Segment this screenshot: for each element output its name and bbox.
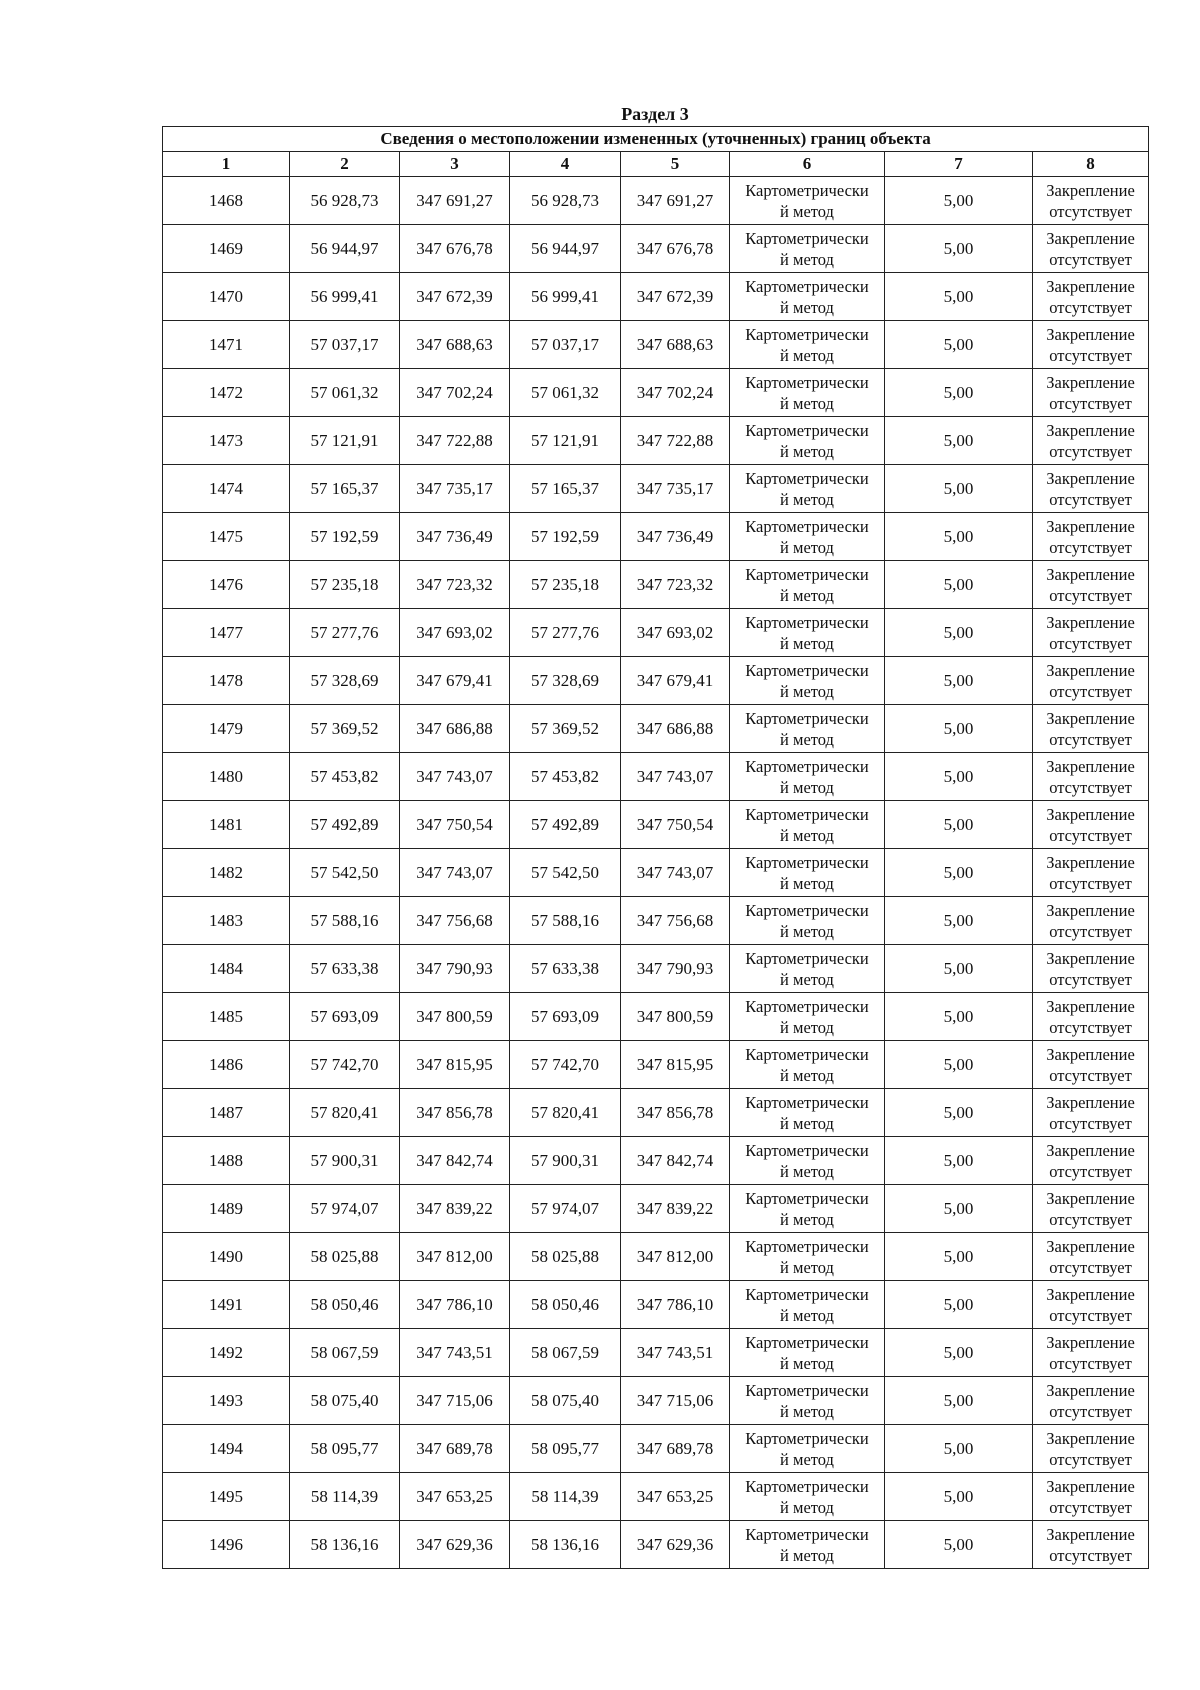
marking-cell: Закрепление отсутствует (1033, 1233, 1149, 1281)
existing-x-cell: 58 136,16 (290, 1521, 400, 1569)
existing-x-cell: 57 542,50 (290, 849, 400, 897)
new-y-cell: 347 715,06 (621, 1377, 730, 1425)
existing-y-cell: 347 800,59 (400, 993, 510, 1041)
accuracy-cell: 5,00 (885, 465, 1033, 513)
existing-x-cell: 57 453,82 (290, 753, 400, 801)
table-row (163, 897, 1149, 945)
new-x-cell: 56 928,73 (510, 177, 621, 225)
existing-y-cell: 347 743,07 (400, 753, 510, 801)
accuracy-cell: 5,00 (885, 897, 1033, 945)
point-number-cell: 1472 (163, 369, 290, 417)
new-x-cell: 57 061,32 (510, 369, 621, 417)
method-cell: Картометрически й метод (730, 657, 885, 705)
accuracy-cell: 5,00 (885, 1281, 1033, 1329)
new-x-cell: 58 075,40 (510, 1377, 621, 1425)
new-x-cell: 57 633,38 (510, 945, 621, 993)
marking-cell: Закрепление отсутствует (1033, 705, 1149, 753)
table-caption: Сведения о местоположении измененных (уточненных) границ объекта (163, 127, 1149, 152)
existing-x-cell: 57 235,18 (290, 561, 400, 609)
new-x-cell: 58 136,16 (510, 1521, 621, 1569)
table-row (163, 1281, 1149, 1329)
new-y-cell: 347 790,93 (621, 945, 730, 993)
marking-cell: Закрепление отсутствует (1033, 1185, 1149, 1233)
table-caption-row (163, 127, 1149, 152)
point-number-cell: 1483 (163, 897, 290, 945)
accuracy-cell: 5,00 (885, 1521, 1033, 1569)
point-number-cell: 1490 (163, 1233, 290, 1281)
accuracy-cell: 5,00 (885, 321, 1033, 369)
new-y-cell: 347 743,51 (621, 1329, 730, 1377)
accuracy-cell: 5,00 (885, 369, 1033, 417)
new-y-cell: 347 735,17 (621, 465, 730, 513)
point-number-cell: 1473 (163, 417, 290, 465)
accuracy-cell: 5,00 (885, 1137, 1033, 1185)
marking-cell: Закрепление отсутствует (1033, 513, 1149, 561)
existing-y-cell: 347 842,74 (400, 1137, 510, 1185)
marking-cell: Закрепление отсутствует (1033, 1473, 1149, 1521)
existing-y-cell: 347 629,36 (400, 1521, 510, 1569)
column-number: 7 (885, 152, 1033, 177)
existing-x-cell: 58 114,39 (290, 1473, 400, 1521)
table-row (163, 561, 1149, 609)
method-cell: Картометрически й метод (730, 1521, 885, 1569)
table-row (163, 1425, 1149, 1473)
table-row (163, 1329, 1149, 1377)
method-cell: Картометрически й метод (730, 897, 885, 945)
existing-x-cell: 58 095,77 (290, 1425, 400, 1473)
table-row (163, 945, 1149, 993)
existing-y-cell: 347 786,10 (400, 1281, 510, 1329)
new-y-cell: 347 686,88 (621, 705, 730, 753)
new-y-cell: 347 743,07 (621, 849, 730, 897)
method-cell: Картометрически й метод (730, 801, 885, 849)
new-y-cell: 347 736,49 (621, 513, 730, 561)
new-x-cell: 57 820,41 (510, 1089, 621, 1137)
marking-cell: Закрепление отсутствует (1033, 657, 1149, 705)
table-row (163, 609, 1149, 657)
existing-x-cell: 56 928,73 (290, 177, 400, 225)
point-number-cell: 1488 (163, 1137, 290, 1185)
accuracy-cell: 5,00 (885, 177, 1033, 225)
existing-y-cell: 347 686,88 (400, 705, 510, 753)
new-x-cell: 57 588,16 (510, 897, 621, 945)
accuracy-cell: 5,00 (885, 945, 1033, 993)
method-cell: Картометрически й метод (730, 993, 885, 1041)
new-y-cell: 347 629,36 (621, 1521, 730, 1569)
table-row (163, 1185, 1149, 1233)
new-x-cell: 57 192,59 (510, 513, 621, 561)
method-cell: Картометрически й метод (730, 561, 885, 609)
table-row (163, 321, 1149, 369)
new-y-cell: 347 722,88 (621, 417, 730, 465)
existing-x-cell: 58 025,88 (290, 1233, 400, 1281)
new-x-cell: 58 067,59 (510, 1329, 621, 1377)
table-row (163, 1233, 1149, 1281)
table-row (163, 849, 1149, 897)
new-x-cell: 56 999,41 (510, 273, 621, 321)
marking-cell: Закрепление отсутствует (1033, 993, 1149, 1041)
point-number-cell: 1492 (163, 1329, 290, 1377)
new-y-cell: 347 812,00 (621, 1233, 730, 1281)
existing-x-cell: 57 693,09 (290, 993, 400, 1041)
new-y-cell: 347 856,78 (621, 1089, 730, 1137)
accuracy-cell: 5,00 (885, 849, 1033, 897)
existing-y-cell: 347 750,54 (400, 801, 510, 849)
accuracy-cell: 5,00 (885, 1089, 1033, 1137)
point-number-cell: 1494 (163, 1425, 290, 1473)
column-number: 3 (400, 152, 510, 177)
new-y-cell: 347 750,54 (621, 801, 730, 849)
existing-x-cell: 56 999,41 (290, 273, 400, 321)
column-number: 6 (730, 152, 885, 177)
existing-y-cell: 347 812,00 (400, 1233, 510, 1281)
marking-cell: Закрепление отсутствует (1033, 561, 1149, 609)
new-y-cell: 347 693,02 (621, 609, 730, 657)
table-row (163, 753, 1149, 801)
new-x-cell: 57 165,37 (510, 465, 621, 513)
table-row (163, 225, 1149, 273)
existing-y-cell: 347 743,51 (400, 1329, 510, 1377)
new-x-cell: 57 235,18 (510, 561, 621, 609)
existing-y-cell: 347 672,39 (400, 273, 510, 321)
new-x-cell: 58 095,77 (510, 1425, 621, 1473)
existing-y-cell: 347 702,24 (400, 369, 510, 417)
method-cell: Картометрически й метод (730, 1377, 885, 1425)
table-row (163, 1137, 1149, 1185)
point-number-cell: 1478 (163, 657, 290, 705)
point-number-cell: 1477 (163, 609, 290, 657)
existing-x-cell: 57 820,41 (290, 1089, 400, 1137)
new-y-cell: 347 743,07 (621, 753, 730, 801)
point-number-cell: 1487 (163, 1089, 290, 1137)
method-cell: Картометрически й метод (730, 465, 885, 513)
existing-y-cell: 347 736,49 (400, 513, 510, 561)
table-row (163, 1521, 1149, 1569)
new-y-cell: 347 676,78 (621, 225, 730, 273)
method-cell: Картометрически й метод (730, 1137, 885, 1185)
accuracy-cell: 5,00 (885, 1329, 1033, 1377)
existing-x-cell: 57 192,59 (290, 513, 400, 561)
accuracy-cell: 5,00 (885, 657, 1033, 705)
new-y-cell: 347 756,68 (621, 897, 730, 945)
section-title: Раздел 3 (621, 104, 689, 124)
method-cell: Картометрически й метод (730, 753, 885, 801)
column-number: 1 (163, 152, 290, 177)
existing-x-cell: 57 328,69 (290, 657, 400, 705)
marking-cell: Закрепление отсутствует (1033, 369, 1149, 417)
existing-y-cell: 347 856,78 (400, 1089, 510, 1137)
accuracy-cell: 5,00 (885, 1041, 1033, 1089)
method-cell: Картометрически й метод (730, 705, 885, 753)
table-row (163, 993, 1149, 1041)
marking-cell: Закрепление отсутствует (1033, 1281, 1149, 1329)
marking-cell: Закрепление отсутствует (1033, 1425, 1149, 1473)
new-x-cell: 58 025,88 (510, 1233, 621, 1281)
new-y-cell: 347 688,63 (621, 321, 730, 369)
existing-x-cell: 57 974,07 (290, 1185, 400, 1233)
accuracy-cell: 5,00 (885, 1425, 1033, 1473)
existing-y-cell: 347 743,07 (400, 849, 510, 897)
marking-cell: Закрепление отсутствует (1033, 465, 1149, 513)
table-row (163, 1377, 1149, 1425)
new-y-cell: 347 842,74 (621, 1137, 730, 1185)
table-row (163, 465, 1149, 513)
marking-cell: Закрепление отсутствует (1033, 609, 1149, 657)
new-x-cell: 58 050,46 (510, 1281, 621, 1329)
accuracy-cell: 5,00 (885, 801, 1033, 849)
method-cell: Картометрически й метод (730, 513, 885, 561)
new-y-cell: 347 653,25 (621, 1473, 730, 1521)
marking-cell: Закрепление отсутствует (1033, 897, 1149, 945)
accuracy-cell: 5,00 (885, 561, 1033, 609)
table-row (163, 369, 1149, 417)
method-cell: Картометрически й метод (730, 1089, 885, 1137)
table-row (163, 1473, 1149, 1521)
table-row (163, 801, 1149, 849)
marking-cell: Закрепление отсутствует (1033, 801, 1149, 849)
new-y-cell: 347 786,10 (621, 1281, 730, 1329)
accuracy-cell: 5,00 (885, 993, 1033, 1041)
new-x-cell: 57 693,09 (510, 993, 621, 1041)
accuracy-cell: 5,00 (885, 1185, 1033, 1233)
existing-y-cell: 347 676,78 (400, 225, 510, 273)
existing-x-cell: 58 050,46 (290, 1281, 400, 1329)
accuracy-cell: 5,00 (885, 273, 1033, 321)
table-row (163, 177, 1149, 225)
new-x-cell: 57 328,69 (510, 657, 621, 705)
table-row (163, 1041, 1149, 1089)
new-y-cell: 347 800,59 (621, 993, 730, 1041)
marking-cell: Закрепление отсутствует (1033, 945, 1149, 993)
table-row (163, 513, 1149, 561)
accuracy-cell: 5,00 (885, 225, 1033, 273)
method-cell: Картометрически й метод (730, 1473, 885, 1521)
column-number-row (163, 152, 1149, 177)
method-cell: Картометрически й метод (730, 369, 885, 417)
existing-x-cell: 57 900,31 (290, 1137, 400, 1185)
new-x-cell: 58 114,39 (510, 1473, 621, 1521)
point-number-cell: 1482 (163, 849, 290, 897)
method-cell: Картометрически й метод (730, 1281, 885, 1329)
point-number-cell: 1495 (163, 1473, 290, 1521)
existing-y-cell: 347 839,22 (400, 1185, 510, 1233)
method-cell: Картометрически й метод (730, 1185, 885, 1233)
table-row (163, 1089, 1149, 1137)
method-cell: Картометрически й метод (730, 417, 885, 465)
existing-y-cell: 347 679,41 (400, 657, 510, 705)
marking-cell: Закрепление отсутствует (1033, 1089, 1149, 1137)
column-number: 4 (510, 152, 621, 177)
existing-y-cell: 347 815,95 (400, 1041, 510, 1089)
existing-x-cell: 56 944,97 (290, 225, 400, 273)
new-y-cell: 347 815,95 (621, 1041, 730, 1089)
method-cell: Картометрически й метод (730, 609, 885, 657)
column-number: 2 (290, 152, 400, 177)
existing-x-cell: 58 075,40 (290, 1377, 400, 1425)
point-number-cell: 1475 (163, 513, 290, 561)
accuracy-cell: 5,00 (885, 1473, 1033, 1521)
new-x-cell: 57 037,17 (510, 321, 621, 369)
method-cell: Картометрически й метод (730, 273, 885, 321)
method-cell: Картометрически й метод (730, 1041, 885, 1089)
existing-x-cell: 57 121,91 (290, 417, 400, 465)
point-number-cell: 1480 (163, 753, 290, 801)
point-number-cell: 1474 (163, 465, 290, 513)
new-x-cell: 57 974,07 (510, 1185, 621, 1233)
point-number-cell: 1493 (163, 1377, 290, 1425)
point-number-cell: 1489 (163, 1185, 290, 1233)
method-cell: Картометрически й метод (730, 1329, 885, 1377)
new-y-cell: 347 689,78 (621, 1425, 730, 1473)
column-number: 8 (1033, 152, 1149, 177)
new-x-cell: 57 121,91 (510, 417, 621, 465)
point-number-cell: 1476 (163, 561, 290, 609)
accuracy-cell: 5,00 (885, 753, 1033, 801)
existing-y-cell: 347 688,63 (400, 321, 510, 369)
new-x-cell: 57 453,82 (510, 753, 621, 801)
point-number-cell: 1486 (163, 1041, 290, 1089)
point-number-cell: 1485 (163, 993, 290, 1041)
point-number-cell: 1469 (163, 225, 290, 273)
point-number-cell: 1470 (163, 273, 290, 321)
new-x-cell: 57 742,70 (510, 1041, 621, 1089)
method-cell: Картометрически й метод (730, 1233, 885, 1281)
marking-cell: Закрепление отсутствует (1033, 417, 1149, 465)
point-number-cell: 1468 (163, 177, 290, 225)
existing-y-cell: 347 691,27 (400, 177, 510, 225)
method-cell: Картометрически й метод (730, 321, 885, 369)
new-x-cell: 57 369,52 (510, 705, 621, 753)
accuracy-cell: 5,00 (885, 417, 1033, 465)
table-row (163, 705, 1149, 753)
new-x-cell: 57 542,50 (510, 849, 621, 897)
marking-cell: Закрепление отсутствует (1033, 273, 1149, 321)
accuracy-cell: 5,00 (885, 1233, 1033, 1281)
table-row (163, 273, 1149, 321)
method-cell: Картометрически й метод (730, 945, 885, 993)
column-number: 5 (621, 152, 730, 177)
existing-x-cell: 57 061,32 (290, 369, 400, 417)
existing-y-cell: 347 693,02 (400, 609, 510, 657)
new-y-cell: 347 679,41 (621, 657, 730, 705)
method-cell: Картометрически й метод (730, 1425, 885, 1473)
existing-y-cell: 347 735,17 (400, 465, 510, 513)
table-row (163, 417, 1149, 465)
table-row (163, 657, 1149, 705)
existing-y-cell: 347 715,06 (400, 1377, 510, 1425)
point-number-cell: 1481 (163, 801, 290, 849)
new-x-cell: 57 492,89 (510, 801, 621, 849)
accuracy-cell: 5,00 (885, 705, 1033, 753)
existing-x-cell: 57 037,17 (290, 321, 400, 369)
marking-cell: Закрепление отсутствует (1033, 1377, 1149, 1425)
existing-y-cell: 347 653,25 (400, 1473, 510, 1521)
method-cell: Картометрически й метод (730, 849, 885, 897)
marking-cell: Закрепление отсутствует (1033, 1041, 1149, 1089)
boundary-coordinates-table (162, 126, 1149, 1569)
point-number-cell: 1491 (163, 1281, 290, 1329)
new-y-cell: 347 691,27 (621, 177, 730, 225)
method-cell: Картометрически й метод (730, 177, 885, 225)
existing-x-cell: 57 588,16 (290, 897, 400, 945)
existing-y-cell: 347 722,88 (400, 417, 510, 465)
existing-x-cell: 57 633,38 (290, 945, 400, 993)
existing-x-cell: 57 742,70 (290, 1041, 400, 1089)
accuracy-cell: 5,00 (885, 1377, 1033, 1425)
new-x-cell: 57 900,31 (510, 1137, 621, 1185)
existing-y-cell: 347 689,78 (400, 1425, 510, 1473)
marking-cell: Закрепление отсутствует (1033, 1329, 1149, 1377)
existing-y-cell: 347 756,68 (400, 897, 510, 945)
marking-cell: Закрепление отсутствует (1033, 753, 1149, 801)
new-y-cell: 347 839,22 (621, 1185, 730, 1233)
existing-x-cell: 57 492,89 (290, 801, 400, 849)
point-number-cell: 1484 (163, 945, 290, 993)
marking-cell: Закрепление отсутствует (1033, 1137, 1149, 1185)
point-number-cell: 1496 (163, 1521, 290, 1569)
accuracy-cell: 5,00 (885, 609, 1033, 657)
existing-x-cell: 57 277,76 (290, 609, 400, 657)
new-y-cell: 347 672,39 (621, 273, 730, 321)
point-number-cell: 1479 (163, 705, 290, 753)
existing-y-cell: 347 723,32 (400, 561, 510, 609)
existing-x-cell: 57 165,37 (290, 465, 400, 513)
table-body (163, 177, 1149, 1569)
accuracy-cell: 5,00 (885, 513, 1033, 561)
marking-cell: Закрепление отсутствует (1033, 849, 1149, 897)
marking-cell: Закрепление отсутствует (1033, 225, 1149, 273)
new-x-cell: 57 277,76 (510, 609, 621, 657)
existing-y-cell: 347 790,93 (400, 945, 510, 993)
method-cell: Картометрически й метод (730, 225, 885, 273)
marking-cell: Закрепление отсутствует (1033, 177, 1149, 225)
existing-x-cell: 57 369,52 (290, 705, 400, 753)
new-x-cell: 56 944,97 (510, 225, 621, 273)
point-number-cell: 1471 (163, 321, 290, 369)
new-y-cell: 347 702,24 (621, 369, 730, 417)
marking-cell: Закрепление отсутствует (1033, 1521, 1149, 1569)
existing-x-cell: 58 067,59 (290, 1329, 400, 1377)
marking-cell: Закрепление отсутствует (1033, 321, 1149, 369)
new-y-cell: 347 723,32 (621, 561, 730, 609)
